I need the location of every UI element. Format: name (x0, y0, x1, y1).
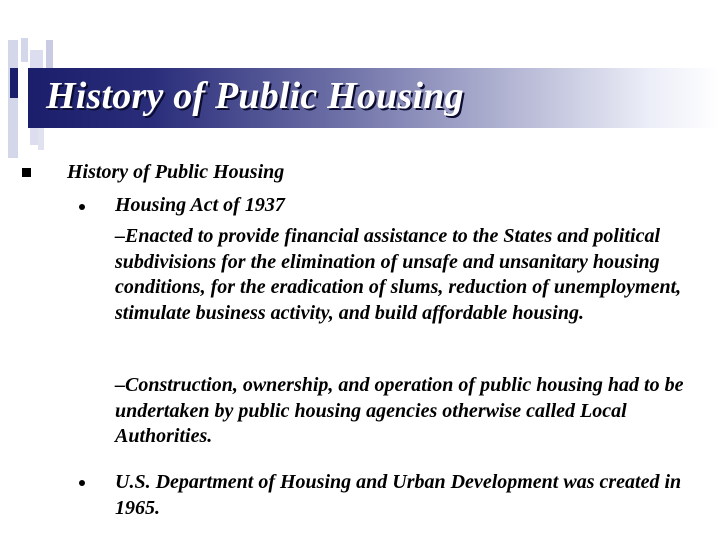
decorative-bar (8, 40, 18, 158)
round-bullet-icon (79, 204, 85, 210)
square-bullet-icon (22, 168, 31, 177)
sub-point-construction: –Construction, ownership, and operation of public housing had to be undertaken by public housing agencies otherwise called Local Authorities. (115, 374, 684, 447)
decorative-accent-bar (10, 68, 18, 98)
bullet-hud: U.S. Department of Housing and Urban Development was created in 1965. (115, 471, 682, 519)
level1-text: History of Public Housing (67, 161, 285, 183)
slide-title: History of Public Housing (46, 75, 464, 117)
bullet-housing-act: Housing Act of 1937 (115, 194, 285, 216)
round-bullet-icon (79, 480, 85, 486)
decorative-bar (21, 38, 28, 62)
sub-point-enacted: –Enacted to provide financial assistance to the States and political subdivisions for the elimination of unsafe and unsanitary housing conditions, for the eradication of slums, reduction of unemployment, stimulate business activity, and build affordable housing. (115, 225, 682, 324)
decorative-bar (38, 128, 44, 150)
